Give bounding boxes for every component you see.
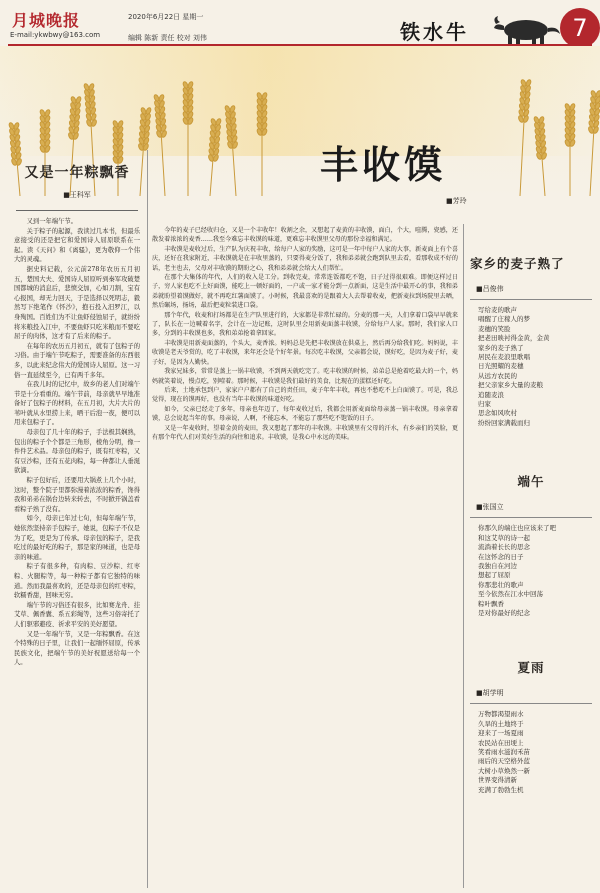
- paragraph: 关于粽子的起源，我读过几本书，但最乐意接受的还是把它和爱国诗人屈原联系在一起。读《天问》和《离骚》，更为敬仰一个伟大的灵魂。: [14, 227, 140, 264]
- editor-credits: 编辑 陈新 责任 校对 刘伟: [128, 34, 207, 42]
- paragraph: 据史料记载，公元前278年农历五月初五，楚国大夫、爱国诗人屈原听到秦军攻破楚国都城的消息后，悲愤交加，心如刀割，宝有心报国，却无力回天，于是选择以死明志，毅然写下绝笔作《怀沙》，抱石投入汨罗江，以身殉国。百姓们为不让鱼虾侵蚀屈子，就纷纷将米粮投入江中，不要鱼虾只吃米粮而不要吃屈子的肉体，这才有了后来的粽子。: [14, 265, 140, 341]
- paragraph: 在我儿时的记忆中，故乡的老人们对端午节是十分看重的。端午节前，母亲就早早地准备好了包粽子的材料，在五月初，大片大片的苇叶就从水里捞上来，晒干后泡一夜，便可以用来包粽子了。: [14, 381, 140, 427]
- poem-divider: [470, 703, 592, 704]
- poem: [470, 472, 592, 618]
- poem-line: 和这艾草的诗一起: [478, 533, 530, 542]
- paragraph: 我家兄妹多，常常是蒸上一锅丰收馍，不到两天就吃完了。吃丰收馍的时候，弟弟总是抢着吃最大的一个，妈妈就笑着说，慢点吃，别噎着。那时候，丰收馍是我们最好的美食，比现在的蛋糕还好吃。: [152, 368, 458, 385]
- poem-line: 万物都渴望雨水: [478, 710, 524, 719]
- main-article: [152, 226, 458, 884]
- poem-line: 雨后的天空格外蓝: [478, 757, 530, 766]
- poem-line: 把老田映衬得金黄，金黄: [478, 334, 550, 343]
- poem-line: 你那悲壮的歌声: [478, 580, 524, 589]
- paragraph: 粽子有很多种，有肉粽、豆沙粽、红枣粽、火腿粽等，每一种粽子都有它独特的味道。然而我最喜欢的，还是母亲包的红枣粽，软糯香甜，回味无穷。: [14, 563, 140, 600]
- section-title: 铁水牛: [400, 20, 469, 44]
- poem-line: 唱醒了庄稼人的梦: [478, 315, 530, 324]
- poem-title: 端午: [517, 474, 545, 490]
- poem-line: 追随麦浪: [478, 390, 504, 399]
- poem-divider: [470, 517, 592, 518]
- poem-line: 把父亲家乡大量的麦粮: [478, 381, 543, 390]
- paragraph: 在每年的农历五月初五，就有了包粽子的习俗。由于端午节吃粽子，需要准备的东西很多，以此来纪念伟大的爱国诗人屈原。这一习俗一直延续至今，已有两千多年。: [14, 342, 140, 379]
- issue-date: 2020年6月22日 星期一: [128, 13, 204, 21]
- poem-line: 写给麦的歌声: [478, 306, 517, 314]
- column-divider: [463, 224, 464, 888]
- poem-line: 你那久的端庄也应该来了吧: [478, 524, 556, 533]
- paragraph: 丰收馍是麦收过后，生产队为庆祝丰收，给每户人家的奖励，这可是一年中每户人家的大事，新麦面上有个喜庆，还好在我家附近，丰收馍就是在丰收里蒸的，只要得麦分饭了，我和弟弟就会跑到队里去看，看那收成不好的话，老主也去，父母对丰收馍的期盼之心，我和弟弟就会给大人们帮忙。: [152, 245, 458, 272]
- poem-line: 想起了屈原: [478, 571, 511, 580]
- paragraph: 如今，母亲已年过七旬，但每年端午节，她依然坚持亲手包粽子，她说，包粽子不仅是为了吃，更是为了传承。母亲包的粽子，是我吃过的最好吃的粽子，那是家的味道，也是母亲的味道。: [14, 515, 140, 561]
- paragraph: 粽子包好后，还要用大锅煮上几个小时，这时，整个院子里都弥漫着浓浓的粽香，馋得我和弟弟在锅台边转来转去，不时掀开锅盖看看粽子熟了没有。: [14, 477, 140, 513]
- poem-line: 笑看雨水滋润禾苗: [478, 747, 530, 756]
- poem-line: 归家: [478, 400, 491, 409]
- email-address: E-mail:ykwbwy@163.com: [10, 31, 101, 39]
- page-number-badge: 7: [560, 8, 600, 48]
- poem-author: ■胡学明: [476, 689, 504, 698]
- poem-line: 至今依然在江水中回荡: [478, 590, 543, 599]
- poem-divider: [470, 299, 592, 300]
- poem-line: 充满了勃勃生机: [478, 785, 524, 794]
- main-article-title: 丰收馍: [320, 142, 447, 187]
- paragraph: 今年的麦子已经收归仓，又是一个丰收年！收割之余，又想起了麦黄的丰收馍，面白，个大，喧腾，瓷感，还散发着浓浓的麦香……我至今难忘丰收馍的味道，更难忘丰收馍里父母的那份幸福和满足。: [152, 227, 458, 244]
- poem-lines: [470, 306, 592, 428]
- poem-line: 是对你最好的纪念: [478, 608, 530, 617]
- bull-icon: [490, 8, 562, 48]
- paragraph: 如今，父亲已经走了多年，母亲也年迈了，每年麦收过后，我都会用新麦面给母亲蒸一锅丰收馍。母亲拿着馍，总会说起当年的事。母亲说，人啊，不能忘本，不能忘了那些吃不饱饭的日子。: [152, 405, 458, 423]
- poem-line: 麦穗的笑脸: [478, 324, 511, 333]
- paragraph: 丰收馍是用新麦面蒸的，个头大，麦香浓。妈妈总是先把丰收馍放在供桌上，然后再分给我们吃。妈妈说，丰收馍是老天爷赏的，吃了丰收馍，来年还会是个好年景。每次吃丰收馍，父亲都会说，馍好吃，是因为麦子好，麦子好，是因为人勤快。: [152, 339, 458, 366]
- poem-line: 纷纷回家满载而归: [478, 418, 530, 427]
- paragraph: 那个年代，收麦和打场都是在生产队里进行的，大家都是非常忙碌的。分麦的那一天，人们拿着口袋早早就来了，队长在一边喊着名字，会计在一边记账，这时队里会用新麦面蒸丰收馍，分给每户人家。那时，我们家人口多，分到的丰收馍也多，我和弟弟抢着拿回家。: [152, 311, 458, 338]
- left-article-author: ■王科军: [63, 191, 91, 199]
- left-article-title: 又是一年粽飘香: [24, 165, 130, 181]
- poem-line: 迎来了一场夏雨: [478, 729, 524, 738]
- poem-line: 日光照耀的麦穗: [478, 362, 524, 371]
- paragraph: 母亲包了几十年的粽子，手法极其娴熟，包出的粽子个个都是三角形，棱角分明，像一件件艺术品。母亲包的粽子，既有红枣粽，又有豆沙粽，还有五花肉粽，每一种都让人垂涎欲滴。: [14, 429, 140, 475]
- poem-line: 粽叶飘香: [478, 599, 504, 608]
- paragraph: 又是一年麦收时，望着金黄的麦田，我又想起了那年的丰收馍。丰收馍里有父母的汗水，有乡亲们的笑脸，更有那个年代人们对美好生活的向往和追求。丰收馍，是我心中永远的美味。: [152, 424, 458, 441]
- poem-line: 大树小草焕然一新: [478, 766, 530, 775]
- poem-line: 世界变得清新: [478, 776, 517, 785]
- poem-line: 久旱的土地终于: [478, 719, 524, 728]
- column-divider: [147, 150, 148, 888]
- poem-title: 家乡的麦子熟了: [470, 256, 565, 271]
- poem-line: 从远方农民的: [478, 371, 517, 380]
- main-article-author: ■芳玲: [446, 197, 467, 205]
- poem-line: 居民在麦浪里歌唱: [478, 353, 530, 362]
- paragraph: 后来，土地承包到户，家家户户都有了自己的责任田，麦子年年丰收，再也不愁吃不上白面馍了。可是，我总觉得，现在的馍再好，也没有当年丰收馍的味道好吃。: [152, 386, 458, 404]
- poem-author: ■张国立: [476, 503, 504, 512]
- poem-line: 家乡的麦子熟了: [478, 343, 524, 352]
- paragraph: 又是一年端午节，又是一年粽飘香。在这个特殊的日子里，让我们一起缅怀屈原，传承民族文化，把端午节的美好祝愿送给每一个人。: [14, 630, 140, 667]
- left-article: [14, 158, 140, 880]
- left-article-divider: [16, 210, 138, 211]
- paragraph: 又到一年端午节。: [26, 218, 77, 225]
- poem: [470, 254, 592, 428]
- poem-title: 夏雨: [517, 660, 545, 676]
- poem-line: 在这怀念的日子: [478, 552, 524, 561]
- poem-line: 我独自在河边: [478, 561, 517, 570]
- poem-line: 流淌着长长的思念: [478, 543, 530, 552]
- poem-line: 农民站在田埂上: [478, 738, 524, 747]
- left-article-body: [14, 217, 140, 668]
- paragraph: 在那个大集体的年代，人们的收入是工分。到收完麦，常常连饭都吃不饱，日子过得很艰难。即便这样过日子，穷人家也吃不上好面馍，能吃上一顿好面的，一户或一家才能分到一点新面，这是生活中最开心的事，我和弟弟就盼望着馍做好，就不再吃红薯面馍了。小时候，我最喜欢的是跟着大人去帮着收麦，把新麦拉到场院里去晒，然后碾场，扬场，最后把麦粒装进口袋。: [152, 274, 458, 310]
- poem-lines: [470, 710, 592, 795]
- poem-author: ■吕俊伟: [476, 285, 504, 293]
- poem-lines: [470, 524, 592, 618]
- paragraph: 端午节的习俗还有很多，比如赛龙舟、挂艾草、佩香囊、系五彩绳等，这些习俗寄托了人们驱邪避疫、祈求平安的美好愿望。: [14, 601, 140, 628]
- poem: [470, 658, 592, 795]
- poems-column: [470, 226, 592, 884]
- newspaper-logo: 月城晚报: [12, 11, 81, 30]
- main-article-body: [152, 226, 458, 442]
- poem-line: 思念如风吹村: [478, 409, 517, 418]
